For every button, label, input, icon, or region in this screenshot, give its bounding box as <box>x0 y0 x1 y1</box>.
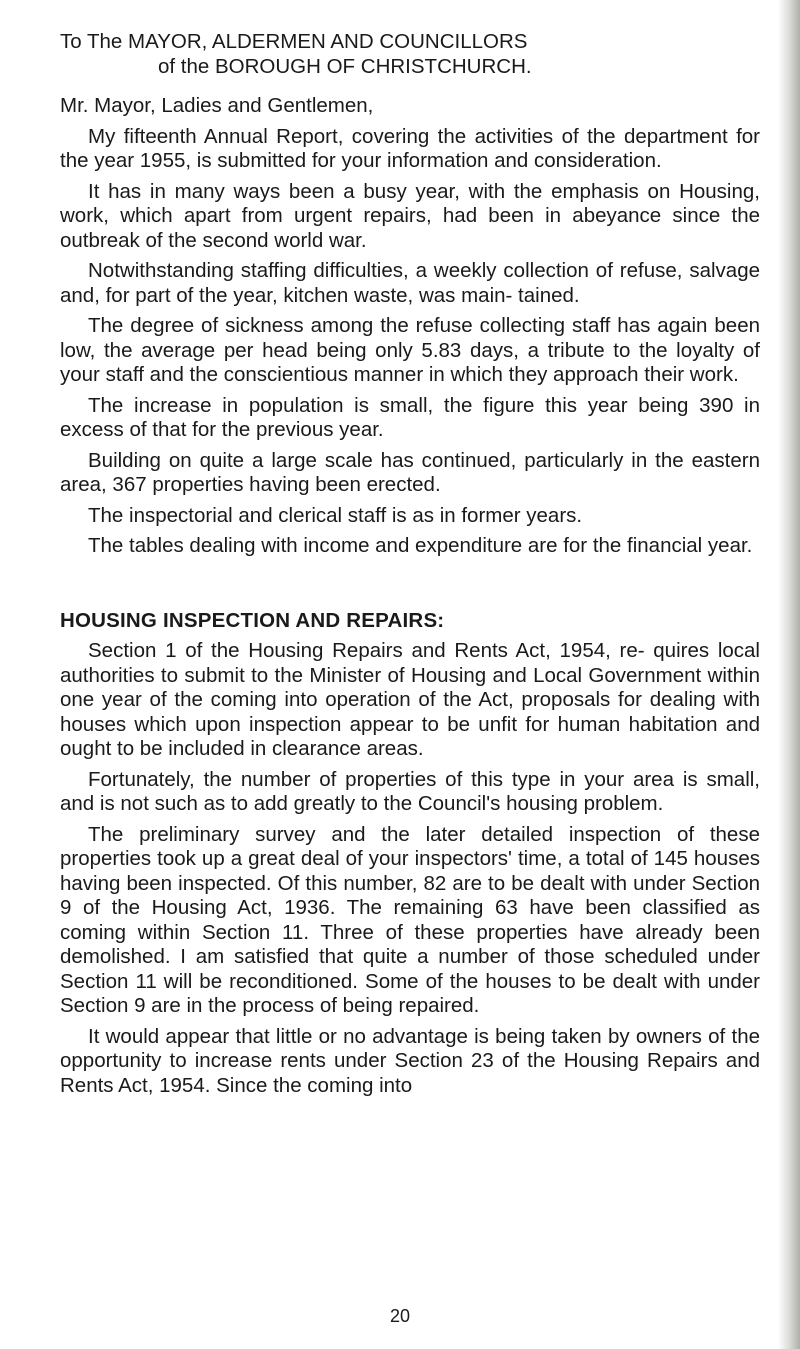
page-number: 20 <box>389 1306 411 1326</box>
page-edge-shadow <box>778 0 800 1349</box>
section-heading: HOUSING INSPECTION AND REPAIRS: <box>60 608 445 632</box>
paragraph-section-1-act: Section 1 of the Housing Repairs and Rents Act, 1954, re- quires local authorities to submit to the Minister of Housing and Local Government within one year of the coming into operation of the Act, proposals for dealing with houses which upon inspection appear to be unfit for human habitation and ought to be included in clearance areas. <box>60 639 760 760</box>
paragraph-building: Building on quite a large scale has continued, particularly in the eastern area, 367 properties having been erected. <box>60 448 760 496</box>
paragraph-busy-year: It has in many ways been a busy year, with the emphasis on Housing, work, which apart from urgent repairs, had been in abeyance since the outbreak of the second world war. <box>60 179 760 252</box>
paragraph-staff: The inspectorial and clerical staff is as in former years. <box>88 503 583 527</box>
paragraph-sickness: The degree of sickness among the refuse collecting staff has again been low, the average per head being only 5.83 days, a tribute to the loyalty of your staff and the conscientious manner in which they approach their work. <box>60 314 760 386</box>
paragraph-rents: It would appear that little or no advantage is being taken by owners of the opportunity to increase rents under Section 23 of the Housing Repairs and Rents Act, 1954. Since the coming into <box>60 1024 760 1097</box>
paragraph-population: The increase in population is small, the figure this year being 390 in excess of that for the previous year. <box>60 393 760 441</box>
paragraph-annual-report: My fifteenth Annual Report, covering the activities of the department for the year 1955, is submitted for your information and consideration. <box>60 124 760 172</box>
salutation: Mr. Mayor, Ladies and Gentlemen, <box>60 94 374 117</box>
addressee-line-1: To The MAYOR, ALDERMEN AND COUNCILLORS <box>60 30 528 53</box>
paragraph-fortunately: Fortunately, the number of properties of this type in your area is small, and is not such as to add greatly to the Council's housing problem. <box>60 767 760 815</box>
paragraph-refuse-collection: Notwithstanding staffing difficulties, a weekly collection of refuse, salvage and, for part of the year, kitchen waste, was main- tained. <box>60 259 760 307</box>
paragraph-preliminary-survey: The preliminary survey and the later detailed inspection of these properties took up a great deal of your inspectors' time, a total of 145 houses having been inspected. Of this number, 82 are to be dealt with under Section 9 of the Housing Act, 1936. The remaining 63 have been classified as coming within Section 11. Three of these properties have already been demolished. I am satisfied that quite a number of those scheduled under Section 11 will be reconditioned. Some of the houses to be dealt with under Section 9 are in the process of being repaired. <box>60 822 760 1017</box>
paragraph-financial-tables: The tables dealing with income and expenditure are for the financial year. <box>88 534 753 557</box>
addressee-line-2: of the BOROUGH OF CHRISTCHURCH. <box>158 54 532 78</box>
addressee-block <box>60 30 760 79</box>
